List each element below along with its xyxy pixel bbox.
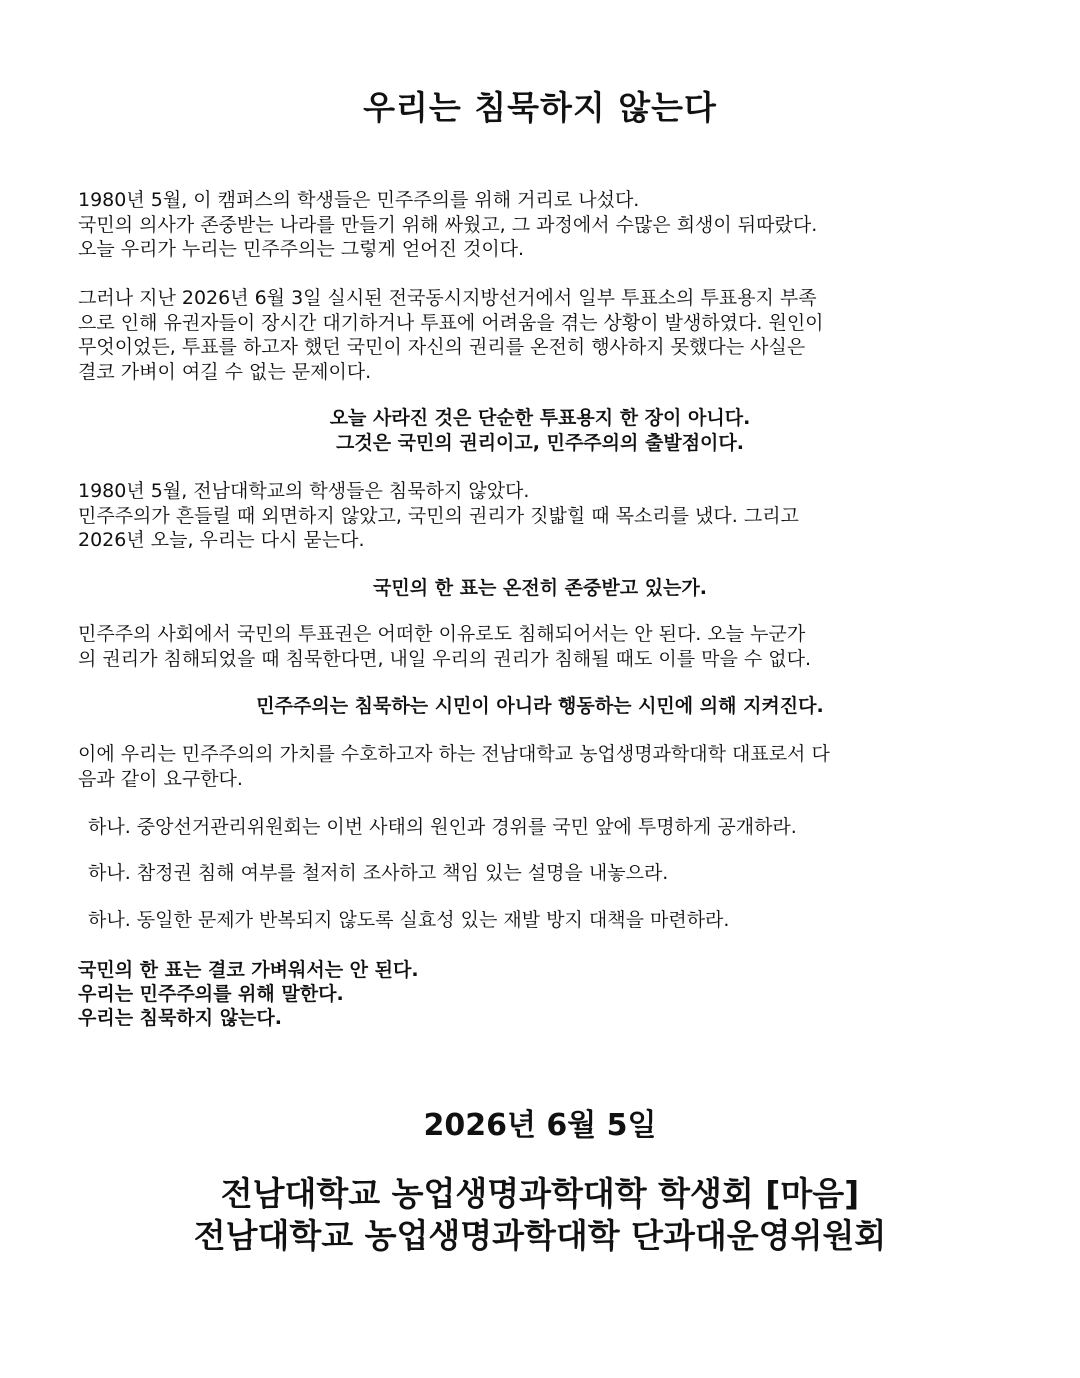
emphasis-line: 그것은 국민의 권리이고, 민주주의의 출발점이다. [336,431,744,454]
closing-line: 우리는 침묵하지 않는다. [78,1007,282,1029]
signer-student-council: 전남대학교 농업생명과학대학 학생회 [마음] [220,1174,860,1213]
closing-line: 국민의 한 표는 결코 가벼워서는 안 된다. [78,959,419,981]
paragraph-line: 민주주의 사회에서 국민의 투표권은 어떠한 이유로도 침해되어서는 안 된다. 오늘 누군가 [78,623,806,645]
signer-operating-committee: 전남대학교 농업생명과학대학 단과대운영위원회 [193,1216,887,1255]
demand-item-3: 하나. 동일한 문제가 반복되지 않도록 실효성 있는 재발 방지 대책을 마련하라. [88,909,730,931]
demand-item-2: 하나. 참정권 침해 여부를 철저히 조사하고 책임 있는 설명을 내놓으라. [88,862,669,884]
emphasis-line: 국민의 한 표는 온전히 존중받고 있는가. [373,577,707,599]
emphasis-line: 민주주의는 침묵하는 시민이 아니라 행동하는 시민에 의해 지켜진다. [256,695,824,717]
paragraph-5 [78,742,1004,791]
paragraph-4 [78,622,1004,671]
paragraph-3 [78,479,1004,553]
paragraph-line: 1980년 5월, 전남대학교의 학생들은 침묵하지 않았다. [78,480,530,502]
emphasis-block-2 [0,576,1080,601]
paragraph-line: 민주주의가 흔들릴 때 외면하지 않았고, 국민의 권리가 짓밟힐 때 목소리를 냈다. 그리고 [78,504,799,527]
emphasis-block-3 [0,694,1080,719]
paragraph-line: 1980년 5월, 이 캠퍼스의 학생들은 민주주의를 위해 거리로 나섰다. [78,189,640,211]
paragraph-line: 이에 우리는 민주주의의 가치를 수호하고자 하는 전남대학교 농업생명과학대학 대표로서 다 [78,743,830,765]
emphasis-block-1 [0,406,1080,455]
paragraph-line: 2026년 오늘, 우리는 다시 묻는다. [78,529,365,551]
paragraph-line: 무엇이었든, 투표를 하고자 했던 국민이 자신의 권리를 온전히 행사하지 못했다는 사실은 [78,336,806,358]
paragraph-line: 국민의 의사가 존중받는 나라를 만들기 위해 싸웠고, 그 과정에서 수많은 희생이 뒤따랐다. [78,213,818,236]
demand-item-1: 하나. 중앙선거관리위원회는 이번 사태의 원인과 경위를 국민 앞에 투명하게 공개하라. [88,816,797,838]
paragraph-line: 음과 같이 요구한다. [78,767,243,790]
paragraph-line: 으로 인해 유권자들이 장시간 대기하거나 투표에 어려움을 겪는 상황이 발생하였다. 원인이 [78,311,824,334]
paragraph-1 [78,188,1004,262]
paragraph-line: 오늘 우리가 누리는 민주주의는 그렇게 얻어진 것이다. [78,238,525,260]
emphasis-line: 오늘 사라진 것은 단순한 투표용지 한 장이 아니다. [329,407,751,429]
paragraph-line: 의 권리가 침해되었을 때 침묵한다면, 내일 우리의 권리가 침해될 때도 이를 막을 수 없다. [78,647,811,670]
paragraph-line: 그러나 지난 2026년 6월 3일 실시된 전국동시지방선거에서 일부 투표소의 투표용지 부족 [78,287,817,309]
statement-date: 2026년 6월 5일 [423,1108,657,1143]
closing-line: 우리는 민주주의를 위해 말한다. [78,983,344,1005]
document-title: 우리는 침묵하지 않는다 [363,88,717,127]
paragraph-2 [78,286,1004,384]
closing-block [78,958,419,1030]
paragraph-line: 결코 가벼이 여길 수 없는 문제이다. [78,360,372,383]
